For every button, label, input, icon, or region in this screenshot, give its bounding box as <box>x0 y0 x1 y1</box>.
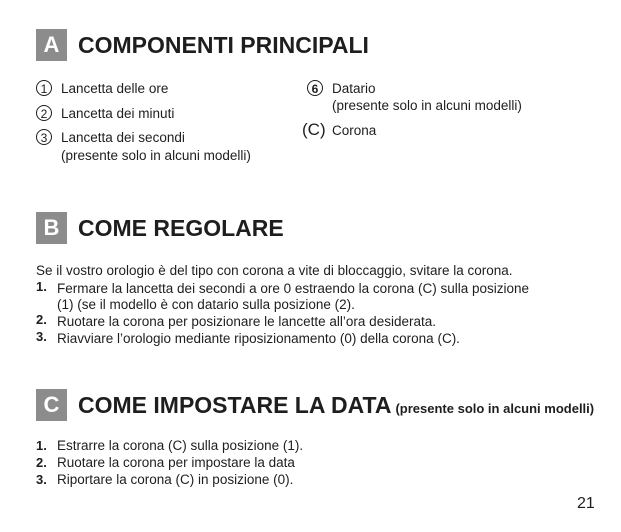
step-b-2-text: Ruotare la corona per posizionare le lancette all’ora desiderata. <box>57 314 436 329</box>
step-c-2-num: 2. <box>36 455 47 470</box>
item-hour-hand: Lancetta delle ore <box>61 81 169 96</box>
section-b-intro: Se il vostro orologio è del tipo con corona a vite di bloccaggio, svitare la corona. <box>36 263 513 278</box>
step-b-1-num: 1. <box>36 279 47 294</box>
item-seconds-hand-note: (presente solo in alcuni modelli) <box>61 148 251 163</box>
step-b-3-text: Riavviare l’orologio mediante riposizionamento (0) della corona (C). <box>57 331 460 346</box>
item-date: Datario <box>332 81 376 96</box>
page-number: 21 <box>577 495 595 512</box>
item-date-note: (presente solo in alcuni modelli) <box>332 98 522 113</box>
step-b-1-line-2: (1) (se il modello è con datario sulla posizione (2). <box>57 297 355 312</box>
section-c-badge: C <box>36 389 67 421</box>
item-minute-hand: Lancetta dei minuti <box>61 106 175 121</box>
step-b-2-num: 2. <box>36 312 47 327</box>
section-c-title <box>78 391 594 423</box>
item-crown: Corona <box>332 123 377 138</box>
marker-6: 6 <box>307 80 323 96</box>
section-c-note: (presente solo in alcuni modelli) <box>395 401 595 416</box>
step-c-1-text: Estrarre la corona (C) sulla posizione (1). <box>57 438 304 453</box>
step-c-3-text: Riportare la corona (C) in posizione (0). <box>57 472 294 487</box>
item-seconds-hand: Lancetta dei secondi <box>61 130 185 145</box>
step-b-1-line-1: Fermare la lancetta dei secondi a ore 0 estraendo la corona (C) sulla posizione <box>57 281 530 296</box>
step-c-2-text: Ruotare la corona per impostare la data <box>57 455 295 470</box>
section-a-title: COMPONENTI PRINCIPALI <box>78 32 369 58</box>
section-c-title-text: COME IMPOSTARE LA DATA <box>78 392 392 418</box>
step-b-3-num: 3. <box>36 329 47 344</box>
marker-c: (C) <box>302 120 326 139</box>
step-c-1-num: 1. <box>36 438 47 453</box>
section-b-title: COME REGOLARE <box>78 215 284 241</box>
section-a-badge: A <box>36 29 67 61</box>
marker-1: 1 <box>36 80 52 96</box>
marker-3: 3 <box>36 129 52 145</box>
section-b-badge: B <box>36 212 67 244</box>
step-c-3-num: 3. <box>36 472 47 487</box>
marker-2: 2 <box>36 105 52 121</box>
